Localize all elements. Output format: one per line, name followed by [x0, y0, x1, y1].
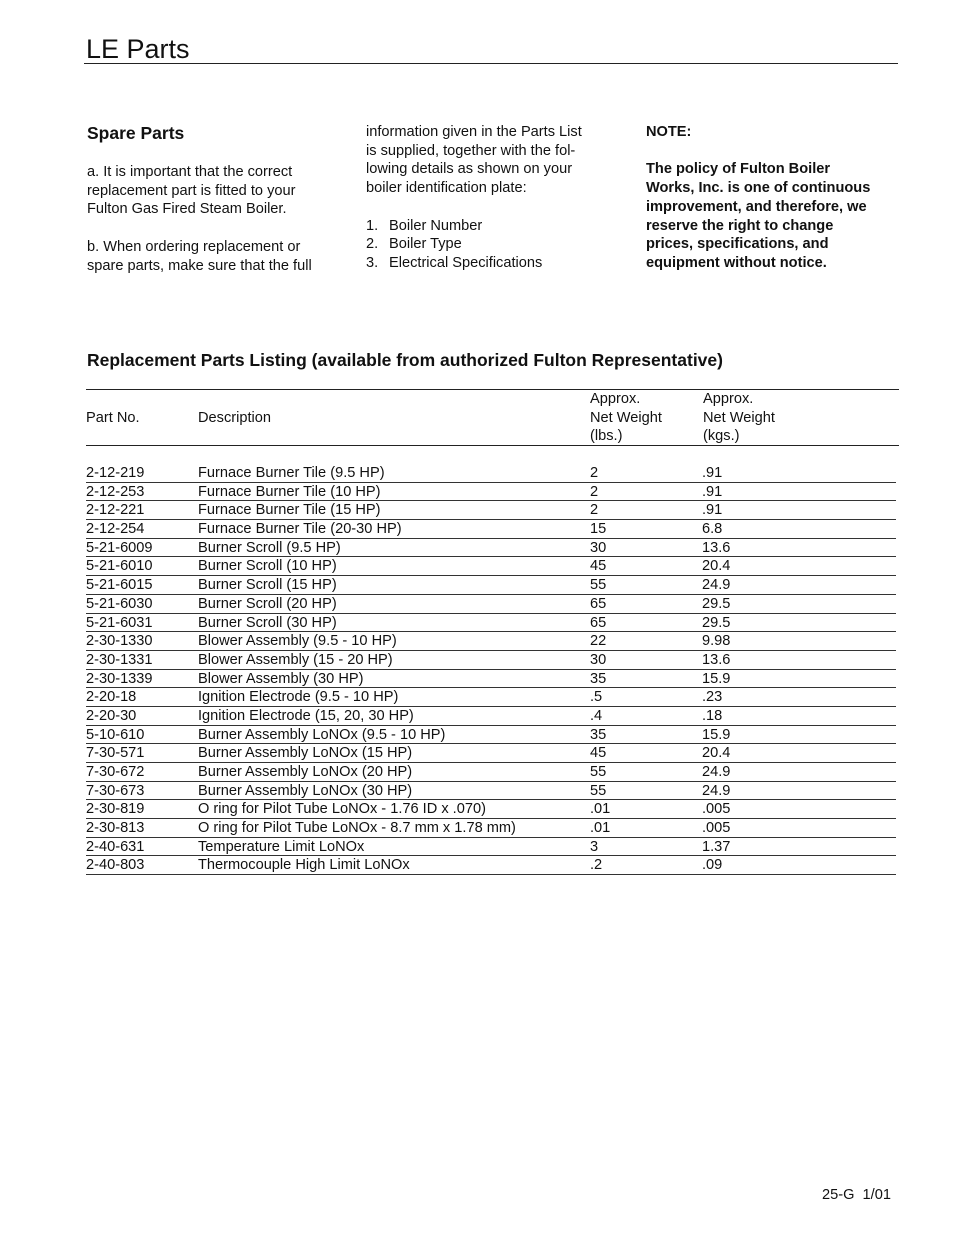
note-label: NOTE: [646, 124, 692, 140]
weight-lbs-cell: .01 [590, 801, 611, 818]
description-cell: Burner Assembly LoNOx (20 HP) [198, 764, 413, 780]
weight-kgs-cell: 24.9 [702, 577, 731, 594]
table-row [86, 819, 896, 838]
para-b-line: spare parts, make sure that the full [87, 257, 312, 274]
weight-kgs-cell: .91 [702, 483, 723, 500]
part-number-cell: 2-30-813 [86, 820, 145, 837]
page-footer: 25-G 1/01 [822, 1187, 891, 1203]
part-number-cell: 5-21-6015 [86, 577, 153, 594]
part-number-cell: 2-12-221 [86, 502, 145, 519]
weight-kgs-cell: 9.98 [702, 633, 731, 650]
table-row [86, 557, 896, 576]
table-row [86, 782, 896, 801]
weight-kgs-cell: .23 [702, 689, 723, 706]
weight-kgs-cell: .005 [702, 801, 731, 818]
parts-table-heading: Replacement Parts Listing (available from authorized Fulton Representative) [87, 350, 723, 370]
note-column [646, 123, 902, 273]
description-cell: Burner Scroll (15 HP) [198, 577, 337, 594]
part-number-cell: 5-21-6010 [86, 558, 153, 575]
column-header-part-no: Part No. [86, 410, 140, 426]
weight-kgs-cell: 13.6 [702, 651, 731, 668]
column-header-line: Net Weight [590, 409, 662, 426]
description-cell: Temperature Limit LoNOx [198, 838, 365, 855]
description-cell: Burner Scroll (20 HP) [198, 595, 337, 612]
list-item [366, 235, 628, 254]
weight-lbs-cell: 65 [590, 614, 607, 631]
weight-kgs-cell: .91 [702, 502, 723, 519]
weight-lbs-cell: 55 [590, 782, 607, 799]
table-row [86, 595, 896, 614]
weight-lbs-cell: 65 [590, 595, 607, 612]
weight-kgs-cell: 20.4 [702, 745, 731, 762]
weight-kgs-cell: .18 [702, 707, 723, 724]
table-top-divider [86, 389, 899, 390]
table-row [86, 763, 896, 782]
note-line: reserve the right to change [646, 217, 834, 234]
spare-parts-heading: Spare Parts [87, 123, 185, 143]
weight-kgs-cell: 15.9 [702, 670, 731, 687]
note-line: Works, Inc. is one of continuous [646, 180, 871, 197]
para-b-continued-line: is supplied, together with the fol- [366, 142, 576, 159]
description-cell: Burner Scroll (10 HP) [198, 558, 337, 575]
weight-lbs-cell: 2 [590, 465, 599, 481]
description-cell: Burner Scroll (9.5 HP) [198, 539, 341, 556]
weight-kgs-cell: 20.4 [702, 558, 731, 575]
table-row [86, 614, 896, 633]
spare-parts-column-2 [366, 123, 628, 273]
column-header-line: (lbs.) [590, 428, 623, 445]
parts-table-body [86, 464, 896, 875]
note-line: equipment without notice. [646, 254, 827, 271]
column-header-line: Approx. [703, 391, 754, 407]
description-cell: O ring for Pilot Tube LoNOx - 8.7 mm x 1.78 mm) [198, 820, 516, 837]
para-b-line: b. When ordering replacement or [87, 238, 301, 255]
weight-lbs-cell: 35 [590, 670, 607, 687]
table-row [86, 539, 896, 558]
weight-lbs-cell: .4 [590, 707, 603, 724]
description-cell: Burner Scroll (30 HP) [198, 614, 337, 631]
list-text: Electrical Specifications [389, 254, 543, 271]
table-header-divider [86, 445, 899, 446]
table-row [86, 726, 896, 745]
para-a-line: replacement part is fitted to your [87, 182, 296, 199]
part-number-cell: 5-21-6030 [86, 595, 153, 612]
table-row [86, 838, 896, 857]
list-number: 2. [366, 236, 379, 253]
weight-kgs-cell: 15.9 [702, 726, 731, 743]
weight-lbs-cell: 45 [590, 558, 607, 575]
description-cell: Blower Assembly (15 - 20 HP) [198, 651, 393, 668]
table-row [86, 670, 896, 689]
weight-kgs-cell: .09 [702, 857, 723, 874]
page-title: LE Parts [86, 34, 190, 64]
weight-lbs-cell: 30 [590, 651, 607, 668]
table-row [86, 744, 896, 763]
part-number-cell: 2-30-1331 [86, 651, 153, 668]
note-line: improvement, and therefore, we [646, 198, 867, 215]
part-number-cell: 2-12-219 [86, 465, 145, 481]
table-row [86, 707, 896, 726]
part-number-cell: 2-12-254 [86, 521, 145, 538]
part-number-cell: 5-21-6031 [86, 614, 153, 631]
description-cell: Ignition Electrode (9.5 - 10 HP) [198, 689, 399, 706]
column-header-weight-kgs [703, 390, 775, 446]
table-row [86, 576, 896, 595]
weight-kgs-cell: 6.8 [702, 521, 723, 538]
column-header-line: (kgs.) [703, 428, 740, 445]
weight-kgs-cell: 13.6 [702, 539, 731, 556]
description-cell: Furnace Burner Tile (15 HP) [198, 502, 381, 519]
weight-lbs-cell: .5 [590, 689, 603, 706]
part-number-cell: 2-30-1339 [86, 670, 153, 687]
para-a-line: a. It is important that the correct [87, 164, 293, 180]
column-header-line: Net Weight [703, 409, 775, 426]
weight-lbs-cell: .01 [590, 820, 611, 837]
list-item [366, 217, 628, 236]
table-row [86, 800, 896, 819]
weight-lbs-cell: 15 [590, 521, 607, 538]
spare-parts-column-1 [87, 122, 345, 275]
description-cell: Furnace Burner Tile (20-30 HP) [198, 521, 402, 538]
weight-kgs-cell: 24.9 [702, 764, 731, 780]
weight-lbs-cell: 22 [590, 633, 607, 650]
part-number-cell: 7-30-672 [86, 764, 145, 780]
description-cell: Thermocouple High Limit LoNOx [198, 857, 410, 874]
weight-lbs-cell: 55 [590, 577, 607, 594]
description-cell: Burner Assembly LoNOx (30 HP) [198, 782, 413, 799]
para-b-continued-line: lowing details as shown on your [366, 161, 573, 178]
part-number-cell: 2-30-1330 [86, 633, 153, 650]
part-number-cell: 2-20-30 [86, 707, 137, 724]
weight-lbs-cell: 2 [590, 483, 599, 500]
weight-lbs-cell: 30 [590, 539, 607, 556]
description-cell: Furnace Burner Tile (9.5 HP) [198, 465, 385, 481]
description-cell: Blower Assembly (30 HP) [198, 670, 364, 687]
weight-kgs-cell: 29.5 [702, 595, 731, 612]
weight-kgs-cell: .005 [702, 820, 731, 837]
table-row [86, 856, 896, 875]
part-number-cell: 2-30-819 [86, 801, 145, 818]
description-cell: Ignition Electrode (15, 20, 30 HP) [198, 707, 414, 724]
weight-lbs-cell: 55 [590, 764, 607, 780]
list-text: Boiler Type [389, 236, 462, 253]
table-row [86, 632, 896, 651]
para-b-continued-line: boiler identification plate: [366, 180, 527, 197]
part-number-cell: 7-30-571 [86, 745, 145, 762]
part-number-cell: 2-20-18 [86, 689, 137, 706]
weight-kgs-cell: 24.9 [702, 782, 731, 799]
part-number-cell: 2-12-253 [86, 483, 145, 500]
column-header-weight-lbs [590, 390, 662, 446]
part-number-cell: 5-10-610 [86, 726, 145, 743]
list-text: Boiler Number [389, 217, 483, 234]
description-cell: Blower Assembly (9.5 - 10 HP) [198, 633, 397, 650]
column-header-line: Approx. [590, 391, 641, 407]
table-row [86, 688, 896, 707]
list-number: 3. [366, 254, 379, 271]
title-divider [84, 63, 898, 64]
para-b-continued-line: information given in the Parts List [366, 124, 582, 140]
description-cell: Furnace Burner Tile (10 HP) [198, 483, 381, 500]
description-cell: Burner Assembly LoNOx (15 HP) [198, 745, 413, 762]
table-row [86, 520, 896, 539]
list-item [366, 254, 628, 273]
weight-lbs-cell: 45 [590, 745, 607, 762]
table-row [86, 651, 896, 670]
weight-kgs-cell: .91 [702, 465, 723, 481]
part-number-cell: 5-21-6009 [86, 539, 153, 556]
description-cell: O ring for Pilot Tube LoNOx - 1.76 ID x .070) [198, 801, 486, 818]
weight-kgs-cell: 29.5 [702, 614, 731, 631]
weight-lbs-cell: 3 [590, 838, 599, 855]
weight-lbs-cell: 35 [590, 726, 607, 743]
column-header-description: Description [198, 410, 271, 426]
part-number-cell: 7-30-673 [86, 782, 145, 799]
weight-lbs-cell: .2 [590, 857, 603, 874]
note-line: The policy of Fulton Boiler [646, 161, 831, 178]
description-cell: Burner Assembly LoNOx (9.5 - 10 HP) [198, 726, 446, 743]
table-row [86, 464, 896, 483]
table-row [86, 501, 896, 520]
part-number-cell: 2-40-803 [86, 857, 145, 874]
para-a-line: Fulton Gas Fired Steam Boiler. [87, 201, 287, 218]
note-line: prices, specifications, and [646, 236, 829, 253]
weight-lbs-cell: 2 [590, 502, 599, 519]
list-number: 1. [366, 217, 379, 234]
weight-kgs-cell: 1.37 [702, 838, 731, 855]
part-number-cell: 2-40-631 [86, 838, 145, 855]
table-row [86, 483, 896, 502]
